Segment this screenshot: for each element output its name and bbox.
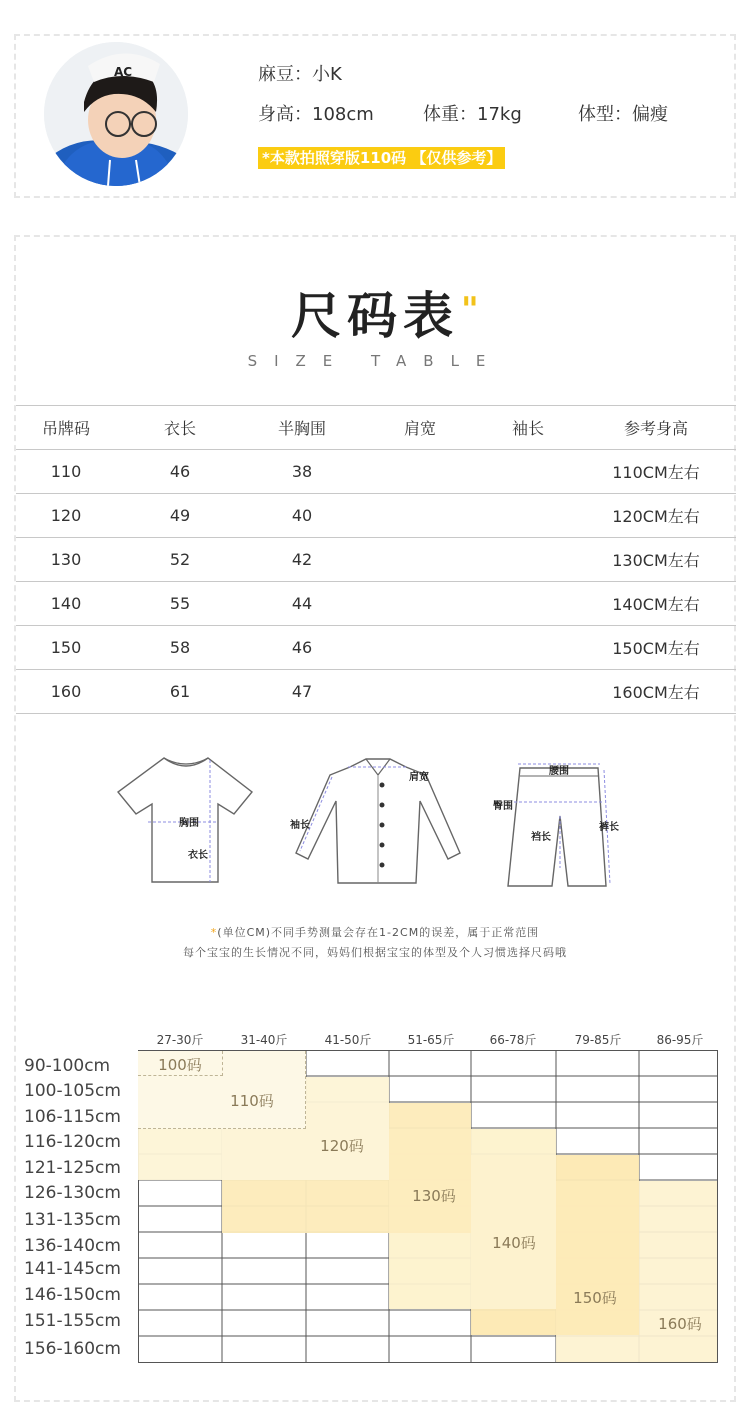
note-line-1: (单位CM)不同手势测量会存在1-2CM的误差，属于正常范围 xyxy=(217,926,540,939)
table-header: 吊牌码 xyxy=(16,406,116,450)
inseam-label: 裆长 xyxy=(531,832,551,843)
table-cell xyxy=(480,582,576,626)
height-label: 121-125cm xyxy=(24,1158,121,1178)
table-cell: 150CM左右 xyxy=(576,626,736,670)
weight-label: 51-65斤 xyxy=(407,1033,455,1047)
table-cell: 49 xyxy=(116,494,244,538)
table-cell: 46 xyxy=(244,626,360,670)
table-cell xyxy=(480,450,576,494)
note-line-2: 每个宝宝的生长情况不同，妈妈们根据宝宝的体型及个人习惯选择尺码哦 xyxy=(183,946,567,959)
table-header: 袖长 xyxy=(480,406,576,450)
height-label: 141-145cm xyxy=(24,1259,121,1279)
height-label: 131-135cm xyxy=(24,1210,121,1230)
height-label: 90-100cm xyxy=(24,1056,111,1076)
table-cell: 58 xyxy=(116,626,244,670)
table-row xyxy=(16,582,736,626)
weight-label: 79-85斤 xyxy=(574,1033,622,1047)
table-cell xyxy=(480,670,576,714)
table-cell: 130 xyxy=(16,538,116,582)
chest-label: 胸围 xyxy=(179,818,199,829)
table-cell xyxy=(360,670,480,714)
table-cell: 55 xyxy=(116,582,244,626)
quote-mark-icon: " xyxy=(461,290,479,330)
model-name: 麻豆：小K xyxy=(258,64,342,85)
table-cell: 40 xyxy=(244,494,360,538)
sleeve-label: 袖长 xyxy=(290,820,310,831)
table-header: 半胸围 xyxy=(244,406,360,450)
table-header-row xyxy=(16,406,736,450)
model-weight: 体重：17kg xyxy=(423,104,522,125)
table-cell: 120 xyxy=(16,494,116,538)
table-cell: 110CM左右 xyxy=(576,450,736,494)
weight-label: 86-95斤 xyxy=(656,1033,704,1047)
table-cell: 160 xyxy=(16,670,116,714)
table-cell xyxy=(480,494,576,538)
table-cell: 140 xyxy=(16,582,116,626)
size-label-100: 100码 xyxy=(158,1056,202,1074)
table-cell: 47 xyxy=(244,670,360,714)
table-cell xyxy=(360,626,480,670)
table-cell xyxy=(480,538,576,582)
table-row xyxy=(16,626,736,670)
measure-note xyxy=(0,924,750,940)
table-cell xyxy=(480,626,576,670)
table-cell: 140CM左右 xyxy=(576,582,736,626)
size-label-160: 160码 xyxy=(658,1315,702,1333)
pants-length-label: 裤长 xyxy=(599,822,619,833)
table-cell: 110 xyxy=(16,450,116,494)
model-height: 身高：108cm xyxy=(258,104,374,125)
height-label: 146-150cm xyxy=(24,1285,121,1305)
table-row xyxy=(16,494,736,538)
model-body-type: 体型：偏瘦 xyxy=(578,104,668,125)
table-header: 参考身高 xyxy=(576,406,736,450)
svg-text:AC: AC xyxy=(114,65,133,79)
table-cell xyxy=(360,450,480,494)
table-cell: 160CM左右 xyxy=(576,670,736,714)
weight-label: 31-40斤 xyxy=(240,1033,288,1047)
table-cell: 61 xyxy=(116,670,244,714)
table-cell xyxy=(360,538,480,582)
height-label: 100-105cm xyxy=(24,1081,121,1101)
shoulder-label: 肩宽 xyxy=(409,772,429,783)
height-label: 116-120cm xyxy=(24,1132,121,1152)
model-size-note: *本款拍照穿版110码 【仅供参考】 xyxy=(258,147,505,169)
waist-label: 腰围 xyxy=(549,766,569,777)
weight-label: 41-50斤 xyxy=(324,1033,372,1047)
size-label-110: 110码 xyxy=(230,1092,274,1110)
size-label-130: 130码 xyxy=(412,1187,456,1205)
table-cell xyxy=(360,494,480,538)
table-cell: 42 xyxy=(244,538,360,582)
height-label: 156-160cm xyxy=(24,1339,121,1359)
table-header: 衣长 xyxy=(116,406,244,450)
size-title: 尺码表 xyxy=(291,287,459,345)
table-row xyxy=(16,450,736,494)
weight-label: 27-30斤 xyxy=(156,1033,204,1047)
size-label-150: 150码 xyxy=(573,1289,617,1307)
height-label: 126-130cm xyxy=(24,1183,121,1203)
table-cell: 150 xyxy=(16,626,116,670)
weight-label: 66-78斤 xyxy=(489,1033,537,1047)
table-cell xyxy=(360,582,480,626)
height-label: 151-155cm xyxy=(24,1311,121,1331)
shirt-diagram-icon xyxy=(290,755,466,889)
size-subtitle: SIZE TABLE xyxy=(247,352,503,370)
table-cell: 52 xyxy=(116,538,244,582)
table-cell: 38 xyxy=(244,450,360,494)
hip-label: 臀围 xyxy=(493,801,513,812)
table-cell: 44 xyxy=(244,582,360,626)
height-label: 106-115cm xyxy=(24,1107,121,1127)
table-row xyxy=(16,670,736,714)
table-row xyxy=(16,538,736,582)
table-cell: 46 xyxy=(116,450,244,494)
size-label-140: 140码 xyxy=(492,1234,536,1252)
table-header: 肩宽 xyxy=(360,406,480,450)
length-label: 衣长 xyxy=(188,850,208,861)
height-label: 136-140cm xyxy=(24,1236,121,1256)
size-label-120: 120码 xyxy=(320,1137,364,1155)
size-table xyxy=(16,405,736,714)
table-cell: 120CM左右 xyxy=(576,494,736,538)
note-star: * xyxy=(210,926,218,939)
table-cell: 130CM左右 xyxy=(576,538,736,582)
model-avatar xyxy=(44,42,188,186)
